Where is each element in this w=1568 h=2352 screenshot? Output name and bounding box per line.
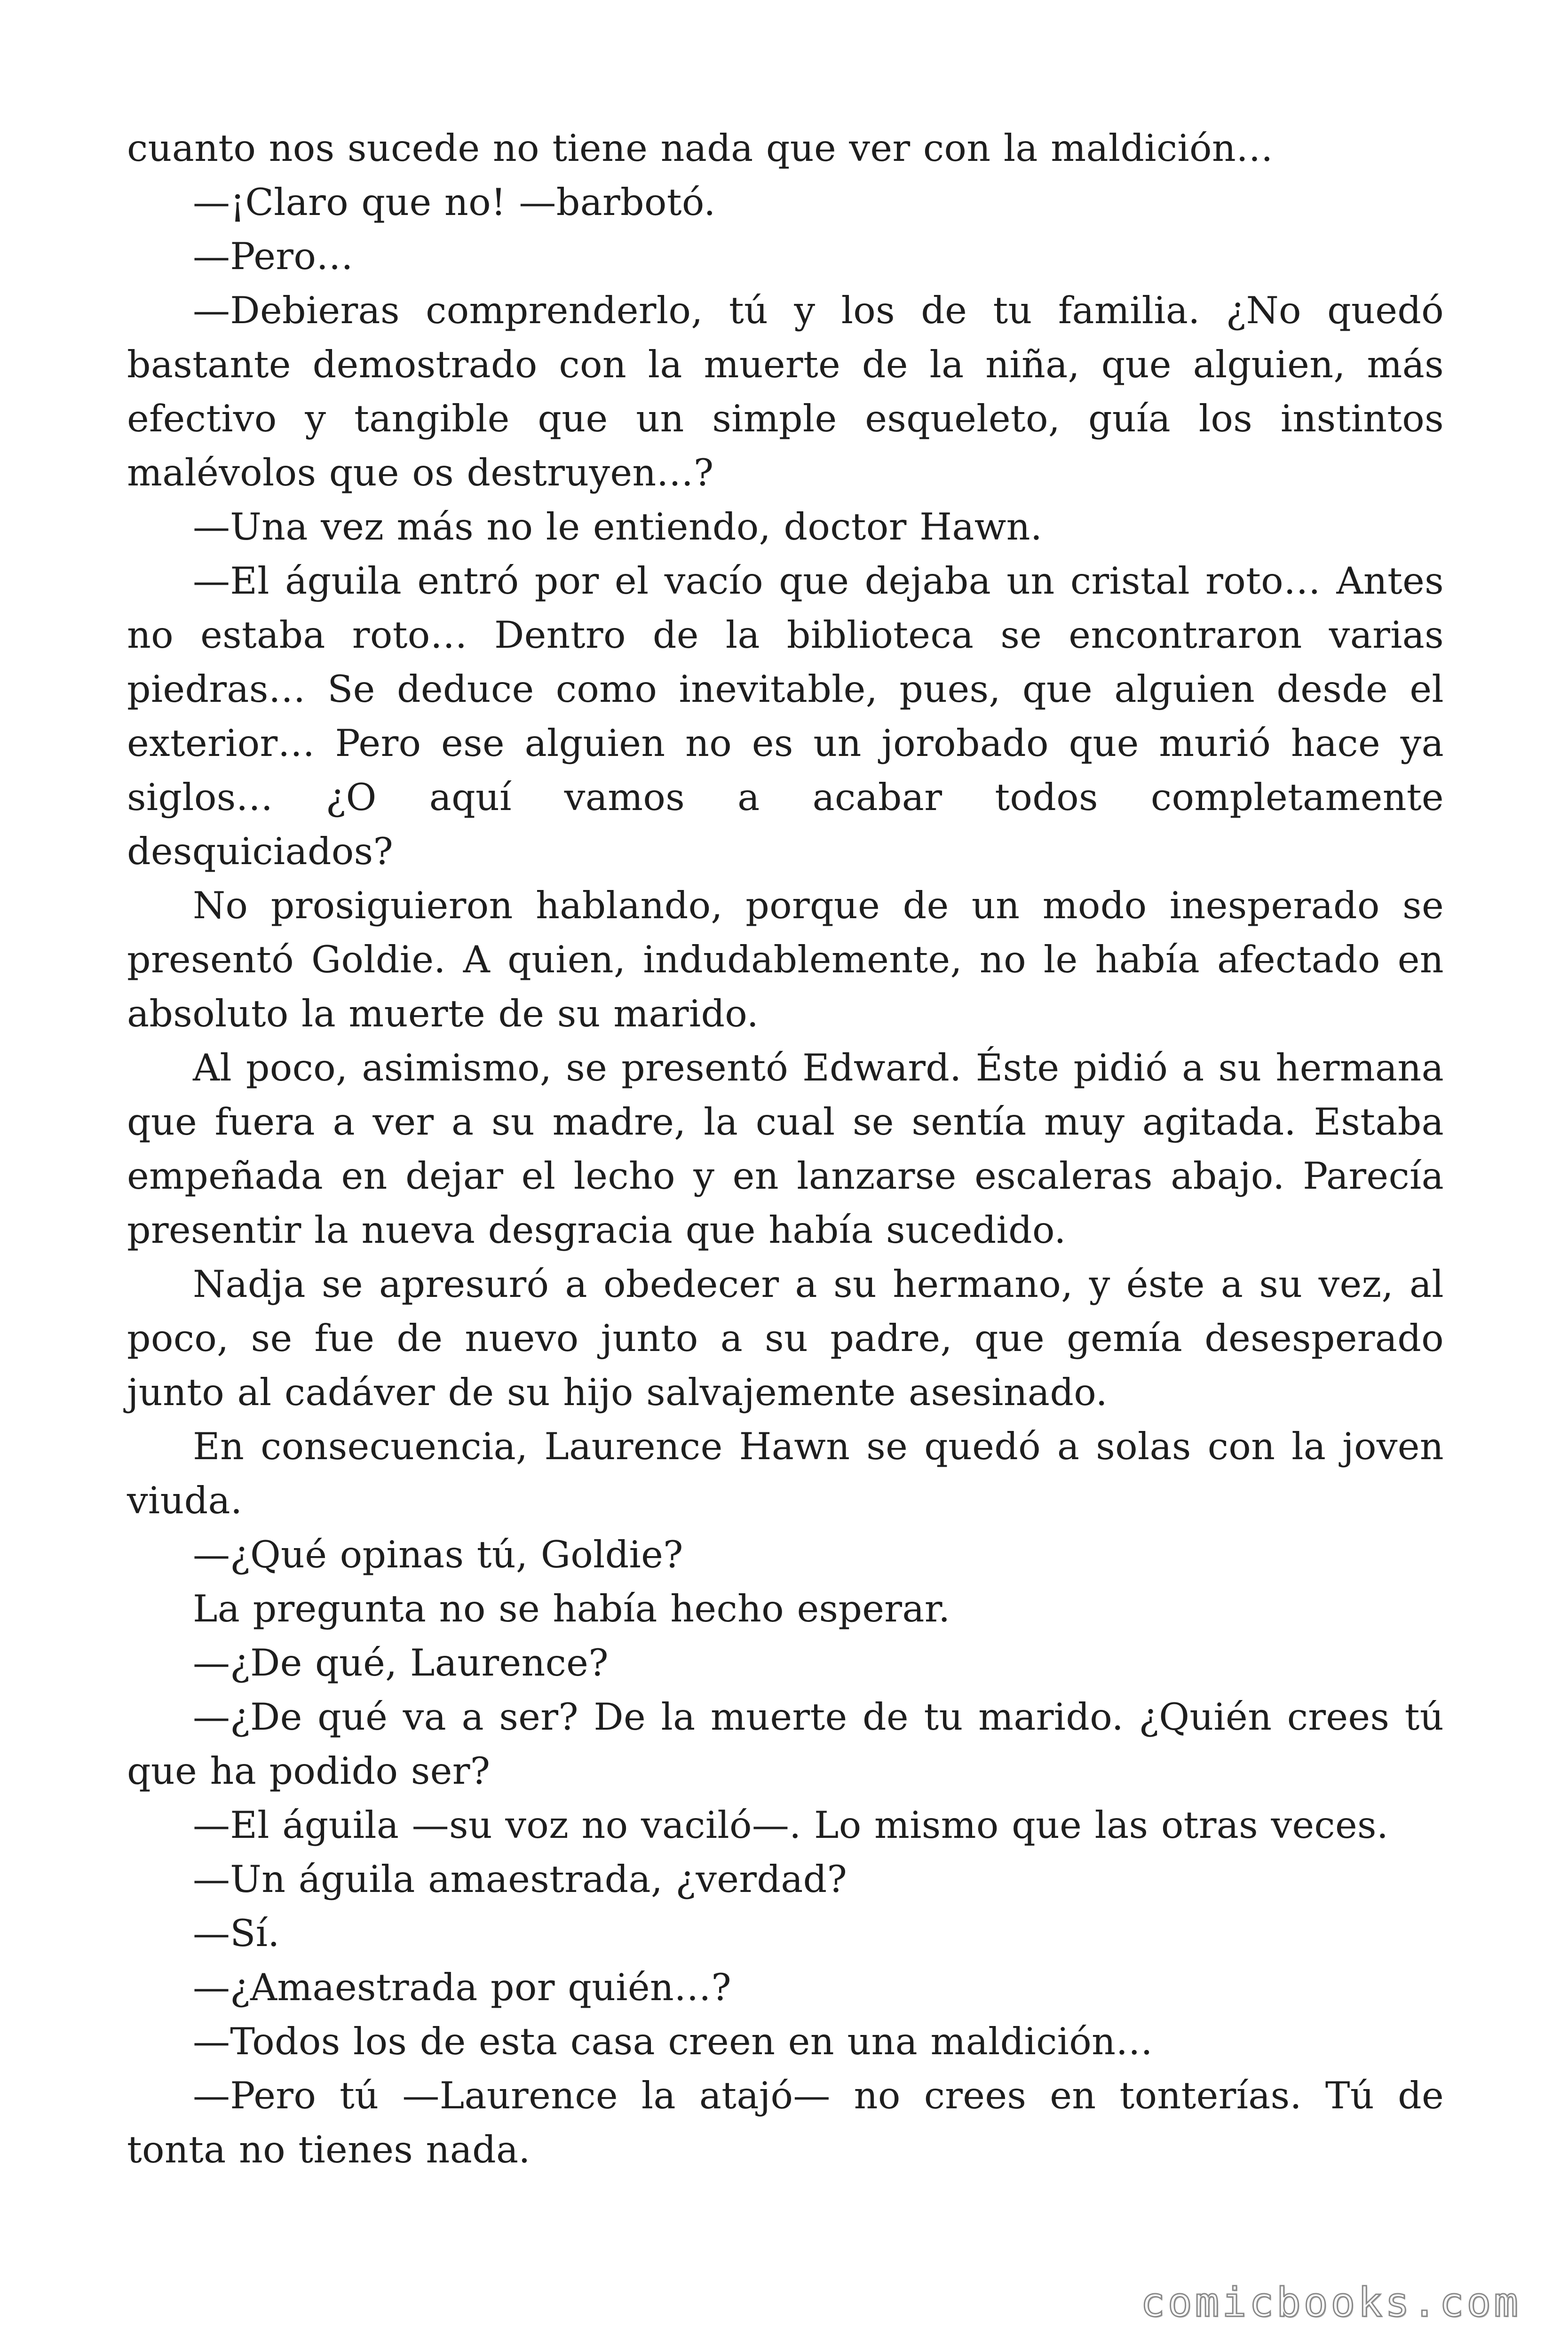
paragraph: —Pero… [193, 235, 354, 278]
paragraph: —¿De qué va a ser? De la muerte de tu marido. ¿Quién crees tú que ha podido ser? [127, 1695, 1444, 1793]
paragraph: —¿Qué opinas tú, Goldie? [193, 1533, 683, 1576]
paragraph: —Pero tú —Laurence la atajó— no crees en tonterías. Tú de tonta no tienes nada. [127, 2074, 1444, 2171]
paragraph: —¿De qué, Laurence? [193, 1641, 609, 1685]
paragraph: cuanto nos sucede no tiene nada que ver con la maldición… [127, 127, 1274, 170]
watermark: comicbooks.com [1140, 2279, 1521, 2326]
paragraph: —El águila —su voz no vaciló—. Lo mismo que las otras veces. [193, 1804, 1389, 1847]
paragraph: —Debieras comprenderlo, tú y los de tu familia. ¿No quedó bastante demostrado con la muerte de la niña, que alguien, más efectivo y tangible que un simple esqueleto, guía los instintos malévolos que os destruyen…? [127, 289, 1444, 494]
paragraph: —Sí. [193, 1912, 280, 1955]
paragraph: Nadja se apresuró a obedecer a su hermano, y éste a su vez, al poco, se fue de nuevo junto a su padre, que gemía desesperado junto al cadáver de su hijo salvajemente asesinado. [127, 1263, 1444, 1414]
paragraph: —¡Claro que no! —barbotó. [193, 181, 716, 224]
paragraph: En consecuencia, Laurence Hawn se quedó a solas con la joven viuda. [127, 1425, 1444, 1522]
paragraph: Al poco, asimismo, se presentó Edward. Éste pidió a su hermana que fuera a ver a su madre, la cual se sentía muy agitada. Estaba empeñada en dejar el lecho y en lanzarse escaleras abajo. Parecía presentir la nueva desgracia que había sucedido. [127, 1046, 1444, 1252]
paragraph: La pregunta no se había hecho esperar. [193, 1587, 950, 1630]
paragraph: —Todos los de esta casa creen en una maldición… [193, 2020, 1153, 2063]
paragraph: —¿Amaestrada por quién…? [193, 1966, 732, 2009]
paragraph: —Un águila amaestrada, ¿verdad? [193, 1858, 847, 1901]
paragraph: —Una vez más no le entiendo, doctor Hawn. [193, 505, 1043, 548]
paragraph: —El águila entró por el vacío que dejaba un cristal roto… Antes no estaba roto… Dentro de la biblioteca se encontraron varias piedras… Se deduce como inevitable, pues, que alguien desde el exterior… Pero ese alguien no es un jorobado que murió hace ya siglos… ¿O aquí vamos a acabar todos completamente desquiciados? [127, 559, 1444, 873]
paragraph: No prosiguieron hablando, porque de un modo inesperado se presentó Goldie. A quien, indudablemente, no le había afectado en absoluto la muerte de su marido. [127, 884, 1444, 1035]
page-body [127, 121, 1444, 2177]
